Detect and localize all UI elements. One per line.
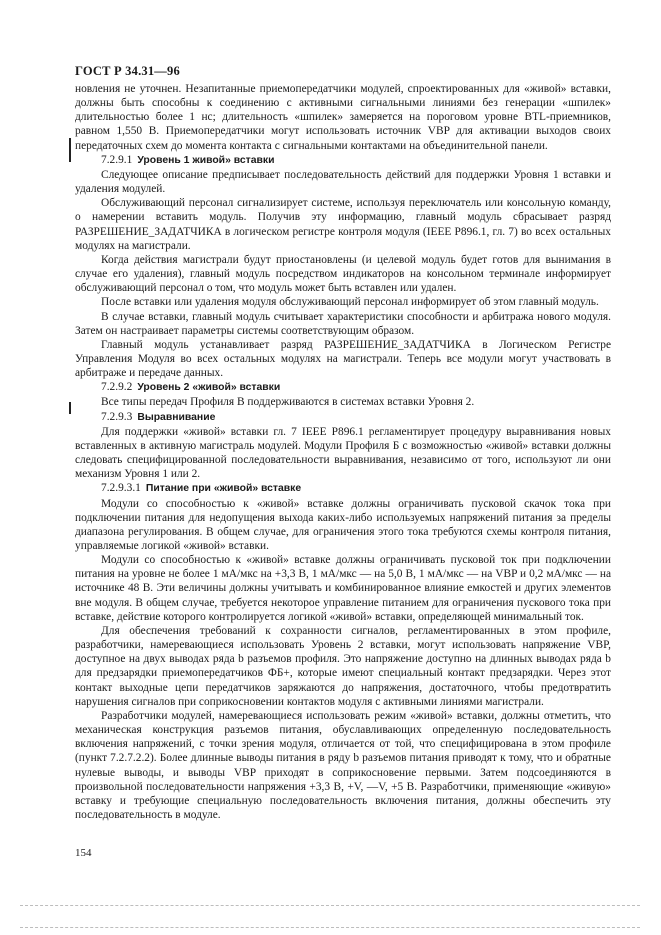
page-number: 154 [75, 847, 92, 859]
section-title: Уровень 2 «живой» вставки [137, 382, 281, 394]
body-paragraph: Когда действия магистрали будут приостановлены (и целевой модуль будет готов для вынимания в случае его удаления), главный модуль посредством индикаторов на консольном терминале информирует обслуживающий персонал о том, что модуль может быть вставлен или удален. [75, 253, 611, 295]
body-paragraph: В случае вставки, главный модуль считывает характеристики способности и арбитража нового модуля. Затем он настраивает параметры системы соответствующим образом. [75, 310, 611, 337]
revision-bar-middle [69, 402, 71, 414]
body-paragraph: Модули со способностью к «живой» вставке должны ограничивать пусковой ток при подключении питания на уровне не более 1 мА/мкс на +3,3 В, 1 мА/мкс — на 5,0 В, 1 мА/мкс — на VBP и 0,2 мА/мкс — на источнике 48 В. Эти величины должны учитывать и комбинированное влияние емкостей и других элементов вне модуля. В общем случае, требуется некоторое управление питанием для ограничения пускового тока при вставке, действие которого контролируется логикой «живой» вставки, определяющей минимальный ток. [75, 554, 611, 623]
scan-divider [20, 927, 640, 928]
section-number: 7.2.9.2 [101, 381, 133, 394]
section-heading [75, 410, 611, 425]
body-paragraph: Для поддержки «живой» вставки гл. 7 IEEE Р896.1 регламентирует процедуру выравнивания новых вставленных в активную магистраль модулей. Модули Профиля Б с возможностью «живой» вставки должны следовать специфицированной последовательности выравнивания, независимо от того, используют ли они механизм Уровня 1 или 2. [75, 425, 611, 481]
body-paragraph: Обслуживающий персонал сигнализирует системе, используя переключатель или консольную команду, о намерении вставить модуль. Получив эту информацию, главный модуль сбрасывает разряд РАЗРЕШЕНИЕ_ЗАДАТЧИКА в логическом регистре контроля модуля (IEEE P896.1, гл. 7) во всех остальных модулях на магистрали. [75, 197, 611, 252]
revision-bar-top [69, 138, 71, 162]
section-number: 7.2.9.1 [101, 153, 133, 166]
body-paragraph: После вставки или удаления модуля обслуживающий персонал информирует об этом главный модуль. [101, 296, 599, 309]
body-paragraph: новления не уточнен. Незапитанные приемопередатчики модулей, спроектированных для «живой» вставки, должны быть способны к соединению с активными сигнальными линиями без генерации «шпилек» длительностью более 1 нс; длительность «шпилек» замеряется на пороговом уровне BTL-приемников, равном 1,550 В. Приемопередатчики могут использовать источник VBP для активации выходов своих передаточных схем до момента контакта с сигнальными контактами на объединительной панели. [75, 83, 611, 152]
section-number: 7.2.9.3 [101, 410, 133, 423]
section-heading [75, 481, 611, 496]
section-number: 7.2.9.3.1 [101, 482, 141, 495]
body-paragraph: Для обеспечения требований к сохранности сигналов, регламентированных в этом профиле, разработчики, намеревающиеся использовать Уровень 2 вставки, могут использовать напряжение VBP, доступное на двух выводах ряда b разъемов профиля. Это напряжение доступно на длинных выводах ряда b для предзарядки приемопередатчиков ФБ+, которые имеют специальный контакт предзарядки. Через этот контакт выходные цепи передатчиков заряжаются до напряжения, достаточного, чтобы предотвратить нарушения сигналов при соприкосновении контактов модуля с активными линиями магистрали. [75, 624, 611, 708]
body-paragraph: Все типы передач Профиля В поддерживаются в системах вставки Уровня 2. [101, 396, 475, 409]
section-title: Уровень 1 живой» вставки [137, 154, 275, 166]
section-heading [75, 380, 611, 395]
document-header: ГОСТ Р 34.31—96 [75, 64, 180, 78]
section-title: Питание при «живой» вставке [145, 483, 302, 495]
body-paragraph: Следующее описание предписывает последовательность действий для поддержки Уровня 1 вставки и удаления модулей. [75, 168, 611, 196]
body-paragraph: Разработчики модулей, намеревающиеся использовать режим «живой» вставки, должны отметить, что механическая конструкция разъемов питания, обуславливающих определенную последовательность включения напряжений, с точки зрения модуля, отличается от той, что специфицирована в этом профиле (пункт 7.2.7.2.2). Более длинные выводы питания в ряду b разъемов питания приводят к тому, что и обратные нулевые выводы, и выводы VBP приходят в соприкосновение первыми. Затем подсоединяются в произвольной последовательности напряжения +3,3 В, +V, —V, +5 В. Разработчики, применяющие «живую» вставку и требующие специальную последовательность включения питания, должны обеспечить эту последовательность в модуле. [75, 709, 611, 821]
section-heading [75, 153, 611, 168]
section-title: Выравнивание [137, 411, 216, 423]
document-body [75, 82, 611, 822]
body-paragraph: Модули со способностью к «живой» вставке должны ограничивать пусковой скачок тока при подключении питания для недопущения выхода каких-либо используемых напряжений питания за пределы диапазона регулирования. В общем случае, для ограничения этого тока требуются схемы контроля питания, управляемые логикой «живой» вставки. [75, 497, 611, 552]
scan-divider [20, 905, 640, 906]
body-paragraph: Главный модуль устанавливает разряд РАЗРЕШЕНИЕ_ЗАДАТЧИКА в Логическом Регистре Управления Модуля во всех остальных модулях на магистрали. Теперь все модули могут участвовать в арбитраже и передаче данных. [75, 338, 611, 380]
